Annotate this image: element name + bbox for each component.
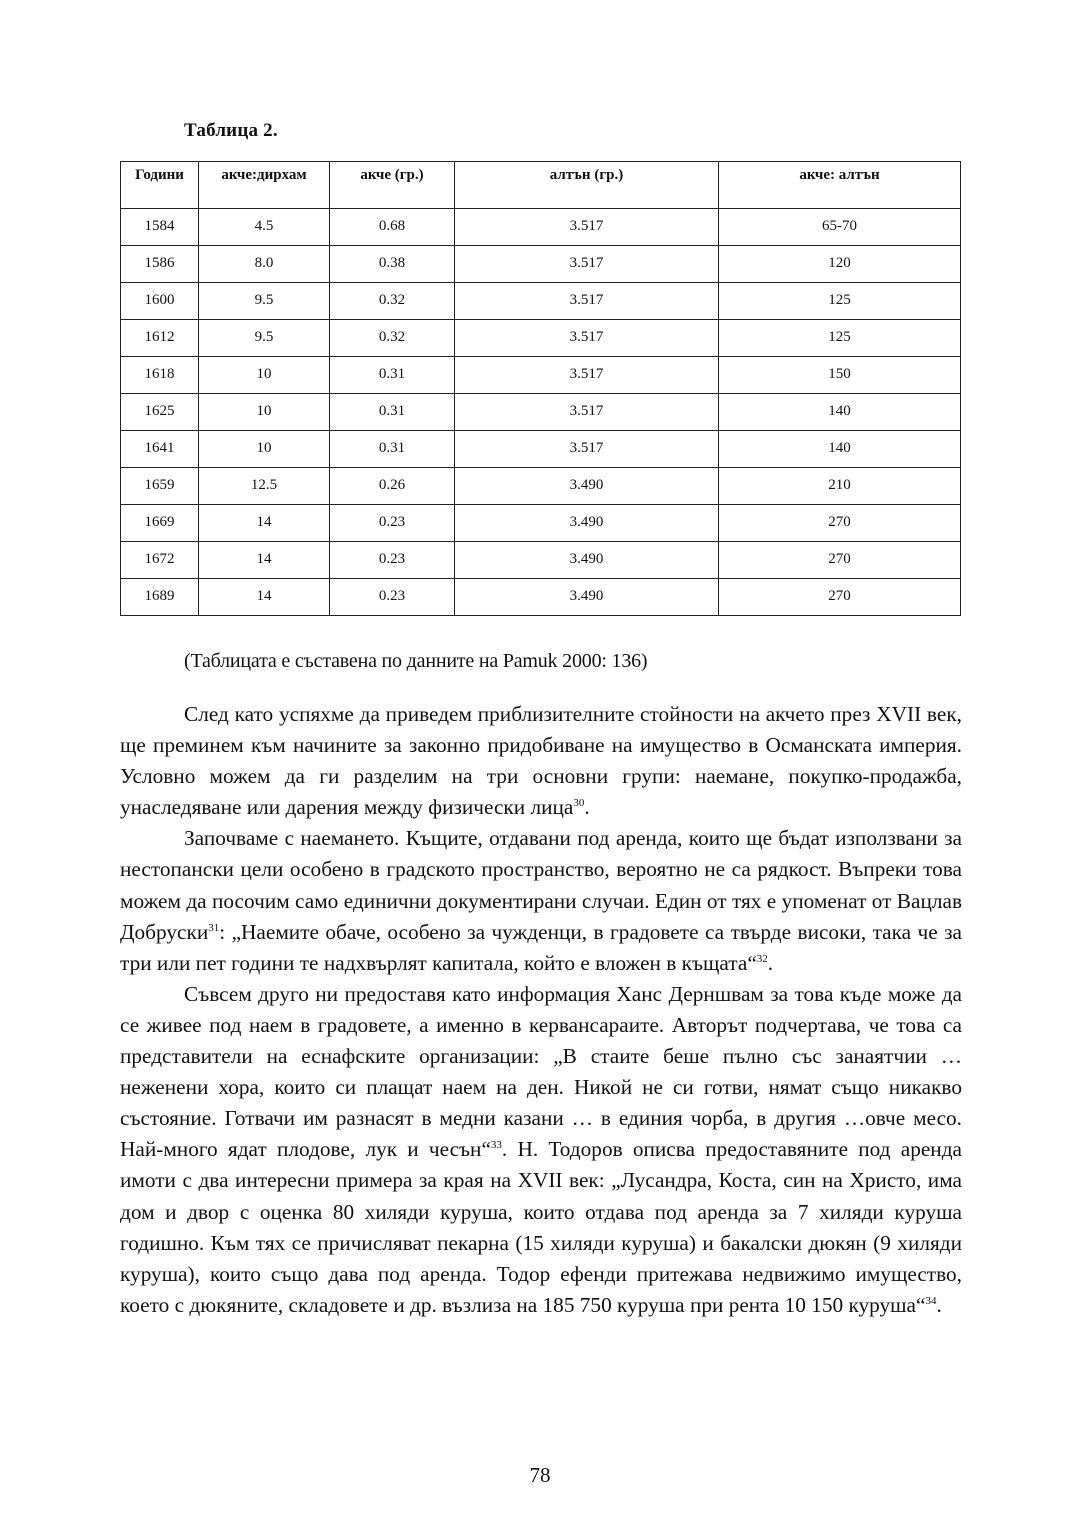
cell-year: 1618 [121,357,199,394]
cell-akce-grams: 0.26 [330,468,455,505]
cell-year: 1612 [121,320,199,357]
cell-altan-grams: 3.517 [455,246,719,283]
paragraph-text: : „Наемите обаче, особено за чужденци, в градовете са твърде високи, така че за три или пет години те надхвърлят капитала, който е вложен в къщата“ [120,919,962,975]
table-row [121,320,961,357]
table-row [121,246,961,283]
table-header-row [121,162,961,209]
paragraph-text: Съвсем друго ни предоставя като информация Ханс Дерншвам за това къде може да се живее под наем в градовете, а именно в кервансараите. Авторът подчертава, че това са представители на еснафските организации: „В стаите беше пълно със занаятчии … неженени хора, които си плащат наем на ден. Никой не си готви, нямат също никакво състояние. Готвачи им разнасят в медни казани … в единия чорба, в другия …овче месо. Най-много ядат плодове, лук и чесън“ [120,981,962,1162]
paragraph-2 [120,823,962,978]
paragraph-text: . [584,795,590,820]
table-row [121,542,961,579]
cell-akce-grams: 0.31 [330,431,455,468]
page-number: 78 [529,1463,551,1487]
exchange-rate-table [120,161,961,616]
cell-altan-grams: 3.517 [455,283,719,320]
header-years: Години [121,162,199,209]
cell-akce-dirham: 12.5 [199,468,330,505]
paragraph-text: Започваме с наемането. Къщите, отдавани под аренда, които ще бъдат използвани за нестопански цели особено в градското пространство, вероятно не са рядкост. Въпреки това можем да посочим само единични документирани случаи. Един от тях е упоменат от Вацлав Добруски [120,826,962,944]
cell-akce-grams: 0.31 [330,394,455,431]
cell-akce-grams: 0.32 [330,320,455,357]
cell-year: 1641 [121,431,199,468]
header-akce-altan: акче: алтън [719,162,961,209]
header-akce-grams: акче (гр.) [330,162,455,209]
cell-akce-dirham: 10 [199,431,330,468]
cell-akce-altan: 270 [719,579,961,616]
cell-akce-altan: 120 [719,246,961,283]
cell-akce-dirham: 8.0 [199,246,330,283]
cell-year: 1625 [121,394,199,431]
table-row [121,209,961,246]
cell-akce-grams: 0.31 [330,357,455,394]
cell-altan-grams: 3.517 [455,431,719,468]
cell-akce-grams: 0.68 [330,209,455,246]
cell-akce-dirham: 14 [199,542,330,579]
cell-altan-grams: 3.517 [455,394,719,431]
paragraph-1 [120,699,962,823]
cell-altan-grams: 3.517 [455,320,719,357]
cell-akce-dirham: 9.5 [199,283,330,320]
paragraph-text: След като успяхме да приведем приблизителните стойности на акчето през XVII век, ще преминем към начините за законно придобиване на имущество в Османската империя. Условно можем да ги разделим на три основни групи: наемане, покупко-продажба, унаследяване или дарения между физически лица [120,702,962,820]
cell-akce-altan: 140 [719,431,961,468]
cell-year: 1584 [121,209,199,246]
cell-akce-altan: 125 [719,320,961,357]
cell-altan-grams: 3.490 [455,468,719,505]
cell-year: 1659 [121,468,199,505]
cell-akce-altan: 270 [719,542,961,579]
cell-altan-grams: 3.490 [455,505,719,542]
footnote-ref[interactable]: 30 [573,797,585,810]
cell-akce-grams: 0.38 [330,246,455,283]
footnote-ref[interactable]: 34 [925,1294,937,1307]
cell-akce-dirham: 10 [199,357,330,394]
cell-akce-altan: 125 [719,283,961,320]
table-row [121,431,961,468]
cell-akce-dirham: 14 [199,505,330,542]
cell-akce-dirham: 4.5 [199,209,330,246]
cell-year: 1672 [121,542,199,579]
cell-akce-dirham: 9.5 [199,320,330,357]
cell-year: 1689 [121,579,199,616]
cell-altan-grams: 3.517 [455,357,719,394]
header-altan-grams: алтън (гр.) [455,162,719,209]
cell-akce-altan: 65-70 [719,209,961,246]
body-text [120,699,962,1321]
cell-akce-altan: 150 [719,357,961,394]
table-row [121,579,961,616]
paragraph-text: . [767,950,774,975]
paragraph-text: . Н. Тодоров описва предоставяните под аренда имоти с два интересни примера за края на XVII век: „Лусандра, Коста, син на Христо, има дом и двор с оценка 80 хиляди куруша, които отдава под аренда за 7 хиляди куруша годишно. Към тях се причисляват пекарна (15 хиляди куруша) и бакалски дюкян (9 хиляди куруша), които също дава под аренда. Тодор ефенди притежава недвижимо имущество, което с дюкяните, складовете и др. възлиза на 185 750 куруша при рента 10 150 куруша“ [120,1137,962,1317]
cell-akce-altan: 270 [719,505,961,542]
footnote-ref[interactable]: 33 [490,1139,502,1152]
cell-year: 1600 [121,283,199,320]
cell-akce-altan: 210 [719,468,961,505]
cell-year: 1586 [121,246,199,283]
footnote-ref[interactable]: 32 [756,952,768,965]
paragraph-text: . [936,1292,942,1317]
cell-year: 1669 [121,505,199,542]
cell-akce-dirham: 10 [199,394,330,431]
table-source-note: (Таблицата е съставена по данните на Pamuk 2000: 136) [184,650,648,672]
cell-altan-grams: 3.517 [455,209,719,246]
cell-akce-dirham: 14 [199,579,330,616]
footnote-ref[interactable]: 31 [208,921,220,934]
table-row [121,283,961,320]
header-akce-dirham: акче:дирхам [199,162,330,209]
table-row [121,468,961,505]
cell-altan-grams: 3.490 [455,542,719,579]
cell-akce-grams: 0.23 [330,505,455,542]
cell-akce-grams: 0.23 [330,579,455,616]
table-caption: Таблица 2. [184,120,278,141]
table-row [121,357,961,394]
table-row [121,505,961,542]
cell-akce-grams: 0.32 [330,283,455,320]
paragraph-3 [120,979,962,1321]
cell-altan-grams: 3.490 [455,579,719,616]
cell-akce-grams: 0.23 [330,542,455,579]
table-row [121,394,961,431]
cell-akce-altan: 140 [719,394,961,431]
